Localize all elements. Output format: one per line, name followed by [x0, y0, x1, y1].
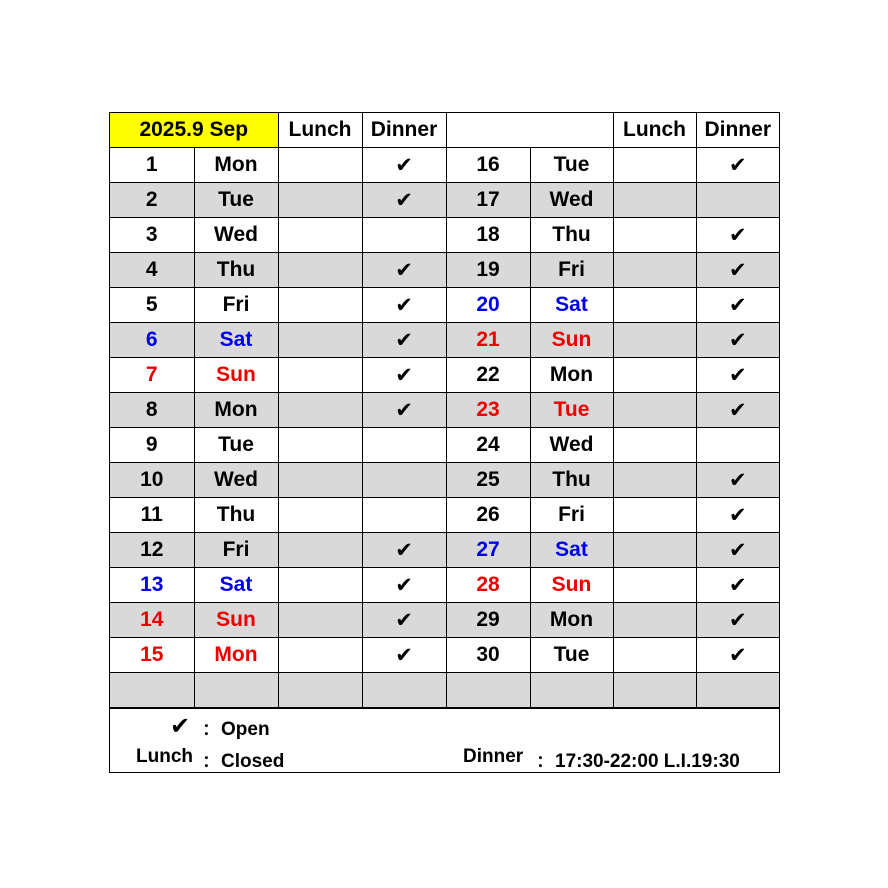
weekday-cell: Sun — [194, 358, 278, 393]
weekday-cell: Sun — [530, 323, 613, 358]
date-cell: 29 — [446, 603, 530, 638]
lunch-cell — [278, 253, 362, 288]
dinner-cell — [362, 673, 446, 708]
table-row — [110, 148, 779, 183]
dinner-cell: ✔ — [696, 358, 779, 393]
dinner-cell — [696, 428, 779, 463]
weekday-cell: Wed — [530, 183, 613, 218]
date-cell — [446, 673, 530, 708]
date-cell: 3 — [110, 218, 194, 253]
weekday-cell: Thu — [194, 253, 278, 288]
weekday-cell: Sat — [194, 568, 278, 603]
legend — [110, 708, 779, 772]
weekday-cell: Sat — [530, 533, 613, 568]
weekday-cell — [530, 673, 613, 708]
dinner-cell: ✔ — [696, 463, 779, 498]
date-cell: 26 — [446, 498, 530, 533]
dinner-header: Dinner — [362, 113, 446, 148]
dinner-cell: ✔ — [362, 253, 446, 288]
date-cell: 2 — [110, 183, 194, 218]
lunch-cell — [613, 393, 696, 428]
weekday-cell — [194, 673, 278, 708]
weekday-cell: Mon — [194, 638, 278, 673]
lunch-cell — [613, 498, 696, 533]
table-row — [110, 533, 779, 568]
lunch-cell — [613, 533, 696, 568]
legend-lunch-label: Lunch — [136, 746, 193, 767]
dinner-cell: ✔ — [362, 323, 446, 358]
weekday-cell: Tue — [194, 428, 278, 463]
dinner-cell: ✔ — [696, 533, 779, 568]
dinner-cell: ✔ — [362, 148, 446, 183]
weekday-cell: Wed — [530, 428, 613, 463]
lunch-cell — [278, 533, 362, 568]
dinner-cell: ✔ — [696, 498, 779, 533]
dinner-cell: ✔ — [362, 533, 446, 568]
lunch-cell — [613, 288, 696, 323]
table-row — [110, 183, 779, 218]
dinner-cell: ✔ — [696, 638, 779, 673]
weekday-cell: Mon — [194, 393, 278, 428]
table-row — [110, 393, 779, 428]
lunch-cell — [278, 218, 362, 253]
lunch-cell — [278, 393, 362, 428]
date-cell: 5 — [110, 288, 194, 323]
weekday-cell: Thu — [194, 498, 278, 533]
legend-open-text: ：Open — [202, 719, 270, 740]
weekday-cell: Tue — [530, 393, 613, 428]
table-row — [110, 253, 779, 288]
date-cell — [110, 673, 194, 708]
lunch-header-right: Lunch — [613, 113, 696, 148]
weekday-cell: Fri — [194, 288, 278, 323]
lunch-header: Lunch — [278, 113, 362, 148]
dinner-cell: ✔ — [362, 288, 446, 323]
lunch-cell — [278, 568, 362, 603]
calendar-grid — [110, 113, 779, 708]
date-cell: 13 — [110, 568, 194, 603]
date-cell: 27 — [446, 533, 530, 568]
weekday-cell: Mon — [530, 603, 613, 638]
weekday-cell: Thu — [530, 218, 613, 253]
date-cell: 4 — [110, 253, 194, 288]
lunch-cell — [278, 603, 362, 638]
header-spacer — [446, 113, 613, 148]
dinner-cell: ✔ — [362, 183, 446, 218]
dinner-cell: ✔ — [696, 568, 779, 603]
lunch-cell — [613, 673, 696, 708]
dinner-cell: ✔ — [362, 393, 446, 428]
weekday-cell: Sun — [530, 568, 613, 603]
date-cell: 25 — [446, 463, 530, 498]
date-cell: 24 — [446, 428, 530, 463]
date-cell: 16 — [446, 148, 530, 183]
weekday-cell: Wed — [194, 218, 278, 253]
dinner-cell — [696, 183, 779, 218]
table-row — [110, 428, 779, 463]
weekday-cell: Sat — [194, 323, 278, 358]
weekday-cell: Sun — [194, 603, 278, 638]
date-cell: 1 — [110, 148, 194, 183]
date-cell: 11 — [110, 498, 194, 533]
table-row — [110, 568, 779, 603]
month-title: 2025.9 Sep — [110, 113, 278, 148]
weekday-cell: Fri — [194, 533, 278, 568]
date-cell: 28 — [446, 568, 530, 603]
lunch-cell — [613, 183, 696, 218]
dinner-cell: ✔ — [696, 603, 779, 638]
date-cell: 6 — [110, 323, 194, 358]
lunch-cell — [278, 183, 362, 218]
date-cell: 23 — [446, 393, 530, 428]
lunch-cell — [613, 568, 696, 603]
lunch-cell — [613, 638, 696, 673]
legend-dinner-text: ：17:30-22:00 L.I.19:30 — [536, 751, 740, 772]
table-row — [110, 463, 779, 498]
lunch-cell — [278, 498, 362, 533]
lunch-cell — [278, 428, 362, 463]
dinner-cell: ✔ — [696, 288, 779, 323]
lunch-cell — [278, 638, 362, 673]
lunch-cell — [278, 673, 362, 708]
dinner-cell: ✔ — [362, 358, 446, 393]
lunch-cell — [278, 358, 362, 393]
lunch-cell — [278, 323, 362, 358]
dinner-cell: ✔ — [696, 393, 779, 428]
table-row — [110, 498, 779, 533]
table-row — [110, 603, 779, 638]
date-cell: 30 — [446, 638, 530, 673]
lunch-cell — [613, 358, 696, 393]
table-row — [110, 673, 779, 708]
date-cell: 18 — [446, 218, 530, 253]
dinner-cell — [362, 498, 446, 533]
date-cell: 15 — [110, 638, 194, 673]
dinner-cell — [362, 463, 446, 498]
table-row — [110, 323, 779, 358]
date-cell: 21 — [446, 323, 530, 358]
table-row — [110, 358, 779, 393]
lunch-cell — [613, 323, 696, 358]
lunch-cell — [613, 603, 696, 638]
weekday-cell: Wed — [194, 463, 278, 498]
lunch-cell — [278, 288, 362, 323]
lunch-cell — [613, 428, 696, 463]
table-row — [110, 218, 779, 253]
date-cell: 14 — [110, 603, 194, 638]
dinner-header-right: Dinner — [696, 113, 779, 148]
date-cell: 10 — [110, 463, 194, 498]
open-check-icon: ✔ — [170, 713, 191, 740]
date-cell: 22 — [446, 358, 530, 393]
dinner-cell: ✔ — [362, 568, 446, 603]
weekday-cell: Tue — [194, 183, 278, 218]
dinner-cell — [362, 218, 446, 253]
table-row — [110, 288, 779, 323]
weekday-cell: Sat — [530, 288, 613, 323]
lunch-cell — [613, 463, 696, 498]
lunch-cell — [278, 463, 362, 498]
weekday-cell: Fri — [530, 253, 613, 288]
dinner-cell: ✔ — [696, 218, 779, 253]
dinner-cell: ✔ — [696, 323, 779, 358]
lunch-cell — [278, 148, 362, 183]
weekday-cell: Thu — [530, 463, 613, 498]
date-cell: 17 — [446, 183, 530, 218]
date-cell: 20 — [446, 288, 530, 323]
dinner-cell: ✔ — [362, 603, 446, 638]
lunch-cell — [613, 148, 696, 183]
legend-dinner-label: Dinner — [463, 746, 524, 767]
lunch-cell — [613, 218, 696, 253]
lunch-cell — [613, 253, 696, 288]
weekday-cell: Tue — [530, 148, 613, 183]
date-cell: 9 — [110, 428, 194, 463]
dinner-cell: ✔ — [696, 148, 779, 183]
header-row — [110, 113, 779, 148]
dinner-cell — [362, 428, 446, 463]
legend-lunch-text: ：Closed — [202, 751, 285, 772]
weekday-cell: Fri — [530, 498, 613, 533]
weekday-cell: Tue — [530, 638, 613, 673]
date-cell: 19 — [446, 253, 530, 288]
dinner-cell — [696, 673, 779, 708]
dinner-cell: ✔ — [696, 253, 779, 288]
dinner-cell: ✔ — [362, 638, 446, 673]
date-cell: 7 — [110, 358, 194, 393]
table-row — [110, 638, 779, 673]
weekday-cell: Mon — [530, 358, 613, 393]
business-calendar — [109, 112, 780, 773]
date-cell: 8 — [110, 393, 194, 428]
weekday-cell: Mon — [194, 148, 278, 183]
date-cell: 12 — [110, 533, 194, 568]
